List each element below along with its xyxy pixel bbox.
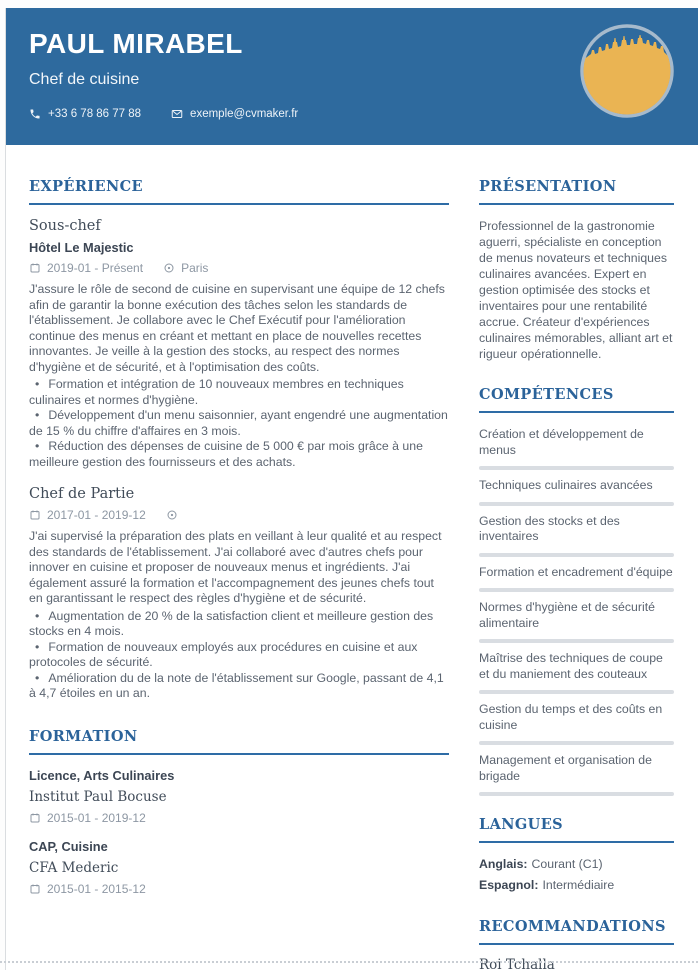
section-presentation xyxy=(479,178,674,362)
language-item xyxy=(479,855,674,873)
education-date-text: 2015-01 - 2015-12 xyxy=(47,881,146,896)
skill-label: Normes d'hygiène et de sécurité alimentaire xyxy=(479,600,655,630)
right-column xyxy=(479,178,674,970)
job-date xyxy=(29,261,143,275)
job-entry xyxy=(29,218,449,470)
skill-item xyxy=(479,745,674,796)
location-pin-icon xyxy=(163,262,175,274)
section-competences xyxy=(479,386,674,796)
presentation-text: Professionnel de la gastronomie aguerri, spécialiste en conception de menus novateurs et techniques culinaires avancées. Expert en gestion optimisée des stocks et inventaires pour une rentabilité accrue. Créateur d'expériences culinaires mémorables, alliant art et rigueur opérationnelle. xyxy=(479,219,673,361)
education-date xyxy=(29,882,146,896)
achievement-item xyxy=(29,377,449,408)
section-langues xyxy=(479,816,674,894)
language-level: Intermédiaire xyxy=(542,878,615,892)
skill-item xyxy=(479,419,674,470)
job-date-text: 2019-01 - Présent xyxy=(47,261,144,275)
languages-list xyxy=(479,855,674,894)
achievement-text: Augmentation de 20 % de la satisfaction client et meilleure gestion des stocks en 4 mois. xyxy=(29,608,434,638)
skill-item xyxy=(479,557,674,593)
presentation-section-title: PRÉSENTATION xyxy=(479,178,674,205)
job-meta-row xyxy=(29,261,449,275)
skill-item xyxy=(479,592,674,643)
skill-item xyxy=(479,470,674,506)
job-date xyxy=(29,508,146,522)
skill-label: Gestion des stocks et des inventaires xyxy=(479,513,620,543)
cv-page xyxy=(5,8,698,970)
language-name: Espagnol: xyxy=(479,878,539,892)
job-location xyxy=(163,261,208,275)
job-description: J'assure le rôle de second de cuisine en supervisant une équipe de 12 chefs afin de garantir la bonne exécution des tâches selon les standards de l'établissement. Je collabore avec le Chef Exécutif pour l'amélioration continue des menus en créant et mettant en place de nouvelles recettes innovantes. Je veille à la gestion des stocks, au respect des normes d'hygiène et de sécurité, et à l'optimisation des coûts. xyxy=(29,282,445,374)
skill-item xyxy=(479,506,674,557)
page-break-dotted-line xyxy=(0,961,698,963)
achievement-item xyxy=(29,408,449,439)
language-name: Anglais: xyxy=(479,857,528,871)
language-level: Courant (C1) xyxy=(531,857,603,871)
job-achievements xyxy=(29,609,449,702)
achievement-item xyxy=(29,640,449,671)
language-item xyxy=(479,876,674,894)
education-date-text: 2015-01 - 2019-12 xyxy=(47,810,146,825)
skill-label: Formation et encadrement d'équipe xyxy=(479,564,673,579)
job-achievements xyxy=(29,377,449,470)
education-school: CFA Mederic xyxy=(29,859,119,876)
skill-label: Création et développement de menus xyxy=(479,427,644,457)
experience-section-title: EXPÉRIENCE xyxy=(29,178,449,205)
job-entry xyxy=(29,486,449,702)
skill-item xyxy=(479,694,674,745)
bullet-dot-icon: • xyxy=(35,377,40,391)
achievement-text: Réduction des dépenses de cuisine de 5 000 € par mois grâce à une meilleure gestion des fournisseurs et des achats. xyxy=(29,439,423,469)
education-meta-row xyxy=(29,811,449,825)
education-entry xyxy=(29,768,449,825)
competences-section-title: COMPÉTENCES xyxy=(479,386,674,413)
skill-label: Techniques culinaires avancées xyxy=(479,478,653,492)
education-date xyxy=(29,811,146,825)
skills-list xyxy=(479,419,674,796)
skill-label: Maîtrise des techniques de coupe et du maniement des couteaux xyxy=(479,651,663,681)
phone-icon xyxy=(29,108,41,120)
skill-level-bar xyxy=(479,792,674,796)
job-employer: Hôtel Le Majestic xyxy=(29,240,134,255)
calendar-icon xyxy=(29,509,41,521)
content-columns xyxy=(6,178,698,970)
job-location-text: Paris xyxy=(181,261,209,275)
recommandations-section-title: RECOMMANDATIONS xyxy=(479,918,674,945)
person-name: PAUL MIRABEL xyxy=(29,28,243,59)
location-pin-icon xyxy=(166,509,178,521)
education-entry xyxy=(29,839,449,896)
education-meta-row xyxy=(29,882,449,896)
skill-label: Management et organisation de brigade xyxy=(479,753,652,783)
email-address: exemple@cvmaker.fr xyxy=(190,108,299,120)
city-skyline-avatar xyxy=(579,23,675,119)
job-description: J'ai supervisé la préparation des plats en veillant à leur qualité et au respect des standards de l'établissement. J'ai collaboré avec d'autres chefs pour innover en cuisine et proposer de nouveaux menus et ingrédients. J'ai également assuré la formation et l'accompagnement des jeunes chefs tout en garantissant le respect des règles d'hygiène et de sécurité. xyxy=(29,529,442,605)
phone-contact xyxy=(29,108,141,120)
bullet-dot-icon: • xyxy=(35,670,40,685)
bullet-dot-icon: • xyxy=(35,408,40,422)
section-experience xyxy=(29,178,449,702)
email-contact xyxy=(171,108,298,120)
job-location xyxy=(166,509,184,521)
envelope-icon xyxy=(171,108,183,120)
skill-label: Gestion du temps et des coûts en cuisine xyxy=(479,702,663,732)
person-job-title: Chef de cuisine xyxy=(29,71,140,88)
job-role: Sous-chef xyxy=(29,218,101,234)
achievement-text: Amélioration du de la note de l'établissement sur Google, passant de 4,1 à 4,7 étoiles en un an. xyxy=(29,670,444,700)
job-role: Chef de Partie xyxy=(29,486,135,502)
job-date-text: 2017-01 - 2019-12 xyxy=(47,508,146,522)
achievement-item xyxy=(29,439,449,470)
achievement-text: Formation et intégration de 10 nouveaux membres en techniques culinaires et normes d'hygiène. xyxy=(29,377,404,407)
bullet-dot-icon: • xyxy=(35,608,40,623)
education-degree: CAP, Cuisine xyxy=(29,838,108,854)
bullet-dot-icon: • xyxy=(35,639,40,654)
left-column xyxy=(29,178,449,970)
achievement-text: Formation de nouveaux employés aux procédures en cuisine et aux protocoles de sécurité. xyxy=(29,639,418,669)
recommendation-name: Roi Tchalla xyxy=(479,957,555,970)
education-degree: Licence, Arts Culinaires xyxy=(29,767,175,783)
header-banner xyxy=(6,8,698,145)
calendar-icon xyxy=(29,812,41,824)
calendar-icon xyxy=(29,262,41,274)
langues-section-title: LANGUES xyxy=(479,816,674,843)
achievement-item xyxy=(29,609,449,640)
job-meta-row xyxy=(29,508,449,522)
education-school: Institut Paul Bocuse xyxy=(29,788,167,805)
skill-item xyxy=(479,643,674,694)
formation-section-title: FORMATION xyxy=(29,728,449,755)
contact-row xyxy=(29,108,674,120)
achievement-item xyxy=(29,671,449,702)
calendar-icon xyxy=(29,883,41,895)
phone-number: +33 6 78 86 77 88 xyxy=(48,108,142,120)
bullet-dot-icon: • xyxy=(35,439,40,453)
achievement-text: Développement d'un menu saisonnier, ayant engendré une augmentation de 15 % du chiffre d'affaires en 3 mois. xyxy=(29,408,448,438)
section-formation xyxy=(29,728,449,896)
